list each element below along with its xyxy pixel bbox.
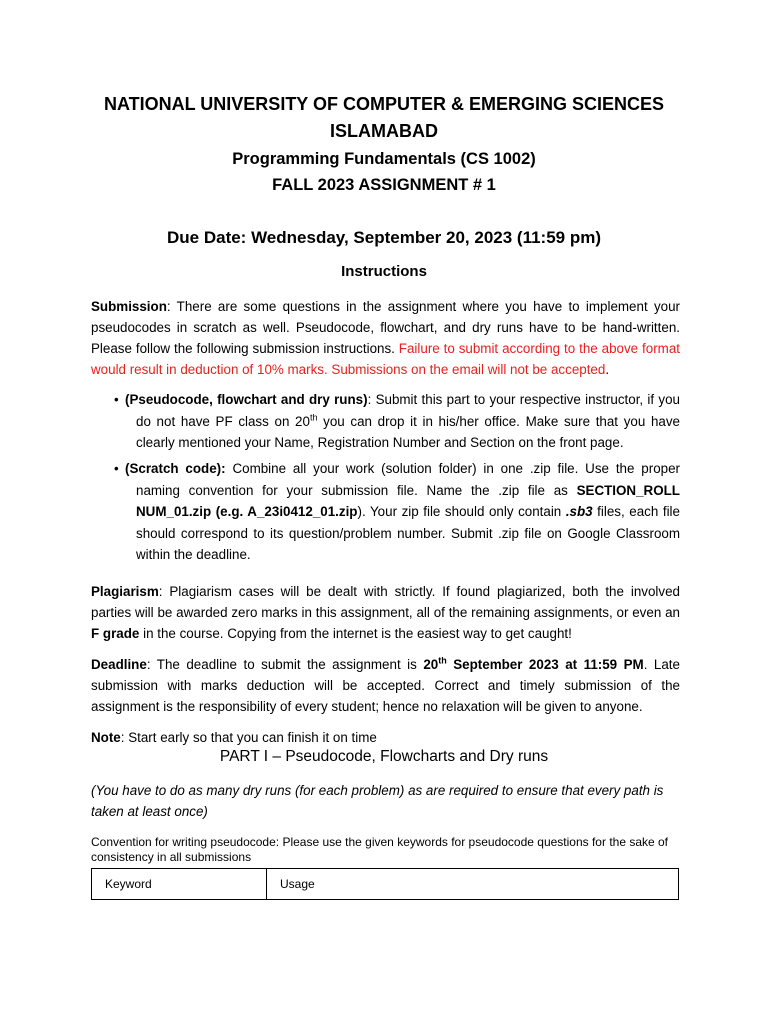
filename-example: (e.g. A_23i0412_01.zip — [215, 504, 358, 519]
note-label: Note — [91, 730, 121, 745]
bullet-text-part: ). Your zip file should only contain — [357, 504, 566, 519]
submission-end: . — [605, 362, 610, 377]
instructions-heading: Instructions — [341, 263, 427, 280]
deadline-date: September 2023 at 11:59 PM — [446, 657, 644, 672]
bullet-text — [125, 458, 680, 566]
note-paragraph — [91, 727, 680, 748]
plagiarism-label: Plagiarism — [91, 584, 159, 599]
submission-paragraph — [91, 296, 680, 380]
dry-run-note: (You have to do as many dry runs (for each problem) as are required to ensure that every path is taken at least once) — [91, 783, 664, 819]
course-title: Programming Fundamentals (CS 1002) — [232, 150, 536, 168]
table-header-keyword: Keyword — [92, 869, 267, 900]
bullet-text-part: you can drop it in his/her office. Make sure that you have clearly mentioned your Name, Registration Number and Section on the front page. — [136, 413, 680, 450]
plagiarism-text: : Plagiarism cases will be dealt with strictly. If found plagiarized, both the involved parties will be awarded zero marks in this assignment, all of the remaining assignments, or even an — [91, 584, 680, 620]
deadline-day: 20 — [423, 657, 439, 672]
plagiarism-paragraph — [91, 581, 680, 644]
deadline-text: . Late submission with marks deduction will be accepted. Correct and timely submission of the assignment is the responsibility of every student; hence no relaxation will be given to anyone. — [91, 657, 680, 714]
f-grade: F grade — [91, 626, 140, 641]
submission-label: Submission — [91, 299, 167, 314]
superscript: th — [438, 655, 447, 666]
bullet-text — [125, 389, 680, 454]
bullet-label: (Pseudocode, flowchart and dry runs) — [125, 392, 368, 407]
deadline-paragraph — [91, 654, 680, 717]
filename-format: SECTION_ROLL NUM_01.zip — [136, 482, 680, 519]
convention-text: Convention for writing pseudocode: Please use the given keywords for pseudocode questions for the sake of consistency in all submissions — [91, 835, 669, 864]
bullet-text-part: Combine all your work (solution folder) in one .zip file. Use the proper naming convention for your submission file. Name the .zip file as — [136, 461, 680, 498]
submission-text: : There are some questions in the assignment where you have to implement your pseudocodes in scratch as well. Pseudocode, flowchart, and dry runs have to be hand-written. Please follow the following submission instructions. — [91, 299, 680, 356]
bullet-text-part: : Submit this part to your respective instructor, if you do not have PF class on 20 — [136, 392, 680, 429]
table-header-row — [92, 869, 679, 900]
file-extension: .sb3 — [565, 504, 593, 519]
assignment-title: FALL 2023 ASSIGNMENT # 1 — [272, 176, 496, 194]
plagiarism-text: in the course. Copying from the internet is the easiest way to get caught! — [139, 626, 572, 641]
keyword-table — [91, 868, 679, 900]
submission-warning: Failure to submit according to the above format would result in deduction of 10% marks. Submissions on the email will not be accepted — [91, 341, 680, 377]
due-date: Due Date: Wednesday, September 20, 2023 (11:59 pm) — [167, 228, 601, 247]
bullet-marker: • — [114, 461, 119, 476]
part1-title: PART I – Pseudocode, Flowcharts and Dry runs — [219, 748, 549, 765]
superscript: th — [309, 412, 318, 423]
bullet-label: (Scratch code): — [125, 461, 226, 476]
table-header-usage: Usage — [267, 869, 679, 900]
university-title: NATIONAL UNIVERSITY OF COMPUTER & EMERGING SCIENCES — [103, 94, 665, 114]
campus-title: ISLAMABAD — [330, 121, 438, 141]
deadline-label: Deadline — [91, 657, 147, 672]
deadline-text: : The deadline to submit the assignment is — [146, 657, 424, 672]
bullet-text-part: files, each file should correspond to its question/problem number. Submit .zip file on Google Classroom within the deadline. — [136, 504, 680, 562]
note-text: : Start early so that you can finish it on time — [120, 730, 377, 745]
bullet-marker: • — [114, 392, 119, 407]
